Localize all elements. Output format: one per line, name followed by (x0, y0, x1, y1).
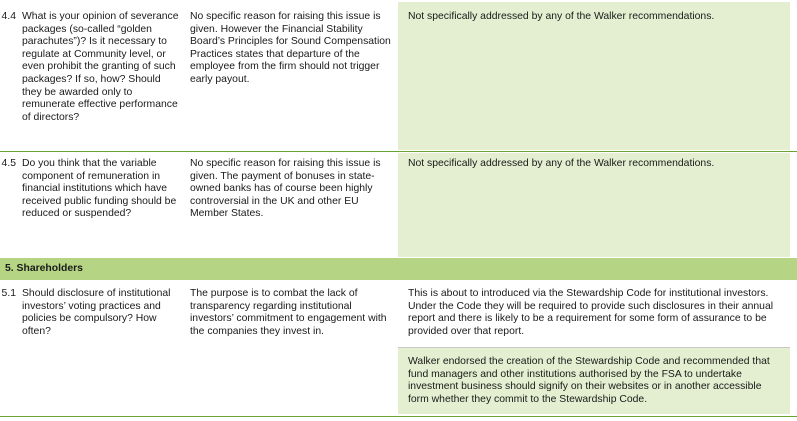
question-text: Do you think that the variable component of remuneration in financial institutions which have received public funding should be reduced or suspended? (22, 158, 177, 220)
walker-text-shaded: Walker endorsed the creation of the Stewardship Code and recommended that fund managers and other institutions authorised by the FSA to undertake investment business should signify on their websites or in another accessible form whether they commit to the Stewardship Code. (408, 356, 770, 405)
question-text: What is your opinion of severance packages (so-called “golden parachutes”)? Is it necessary to regulate at Community level, or even prohibit the granting of such packages? If so, how? Should they be awarded only to remunerate effective performance of directors? (22, 11, 179, 123)
walker-text: Not specifically addressed by any of the Walker recommendations. (408, 158, 715, 169)
answer-text: No specific reason for raising this issue is given. The payment of bonuses in state-owned banks has of course been highly controversial in the UK and other EU Member States. (190, 158, 381, 220)
question-text: Should disclosure of institutional investors’ voting practices and policies be compulsory? How often? (22, 288, 171, 337)
section-heading-band (0, 258, 797, 280)
section-heading: 5. Shareholders (5, 263, 83, 274)
row-number: 5.1 (1, 288, 16, 299)
answer-text: No specific reason for raising this issue is given. However the Financial Stability Board’s Principles for Sound Compensation Practices states that departure of the employee from the firm should not trigger early payout. (190, 11, 391, 85)
row-divider (0, 151, 797, 152)
answer-text: The purpose is to combat the lack of transparency regarding institutional investors’ commitment to engagement with the companies they invest in. (190, 288, 387, 337)
row-number: 4.5 (1, 158, 16, 169)
walker-text: Not specifically addressed by any of the Walker recommendations. (408, 11, 715, 22)
row-number: 4.4 (1, 11, 16, 22)
walker-text: This is about to introduced via the Stewardship Code for institutional investors. Under the Code they will be required to provide such disclosures in their annual report and there is likely to be a requirement for some form of assurance to be provided over that report. (408, 288, 774, 337)
walker-column-shading (398, 2, 790, 150)
row-divider (0, 416, 797, 417)
